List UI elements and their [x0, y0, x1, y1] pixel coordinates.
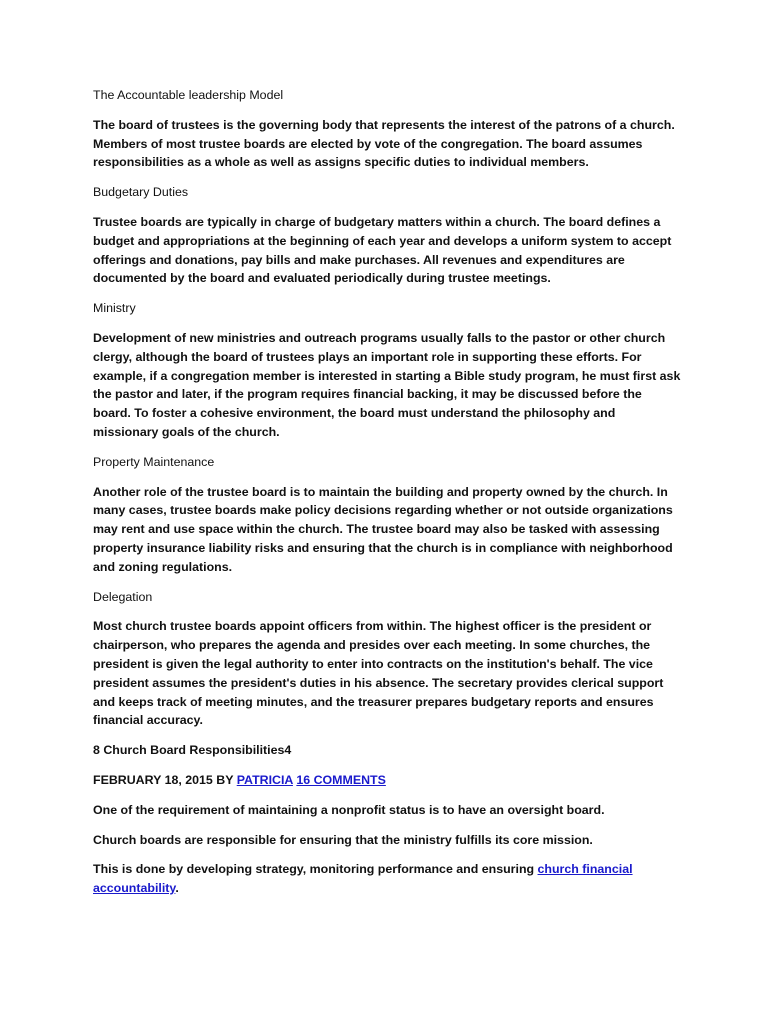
section-body-ministry: Development of new ministries and outreach programs usually falls to the pastor or other church clergy, although the board of trustees plays an important role in supporting these efforts. For example, if a congregation member is interested in starting a Bible study program, he must first ask the pastor and later, if the program requires financial backing, it may be discussed before the board. To foster a cohesive environment, the board must understand the philosophy and missionary goals of the church. [93, 330, 681, 439]
article-byline [93, 771, 683, 790]
byline-date: FEBRUARY 18, 2015 BY [93, 772, 237, 787]
article-paragraph-2: Church boards are responsible for ensuring that the ministry fulfills its core mission. [93, 832, 593, 847]
church-financial-accountability-link[interactable]: church financial accountability [93, 862, 633, 896]
section-body-delegation: Most church trustee boards appoint officers from within. The highest officer is the president or chairperson, who prepares the agenda and presides over each meeting. In some churches, the president is given the legal authority to enter into contracts on the institution's behalf. The vice president assumes the president's duties in his absence. The secretary provides clerical support and keeps track of meeting minutes, and the treasurer prepares budgetary reports and ensures financial accuracy. [93, 619, 664, 728]
article-title: 8 Church Board Responsibilities4 [93, 743, 292, 758]
comments-link[interactable]: 16 COMMENTS [296, 772, 386, 787]
article-paragraph-1: One of the requirement of maintaining a nonprofit status is to have an oversight board. [93, 802, 605, 817]
article-paragraph-3 [93, 860, 683, 898]
section-body-property-maintenance: Another role of the trustee board is to maintain the building and property owned by the church. In many cases, trustee boards make policy decisions regarding whether or not outside organizations may rent and use space within the church. The trustee board may also be tasked with assessing property insurance liability risks and ensuring that the church is in compliance with neighborhood and zoning regulations. [93, 484, 673, 574]
document-title: The Accountable leadership Model [93, 88, 284, 102]
section-heading-budgetary-duties: Budgetary Duties [93, 185, 189, 200]
intro-paragraph: The board of trustees is the governing body that represents the interest of the patrons of a church. Members of most trustee boards are elected by vote of the congregation. The board assumes responsibilities as a whole as well as assigns specific duties to individual members. [93, 117, 675, 170]
section-heading-property-maintenance: Property Maintenance [93, 454, 215, 469]
paragraph-3-text: This is done by developing strategy, monitoring performance and ensuring [93, 862, 538, 877]
document-page [93, 86, 683, 909]
section-body-budgetary-duties: Trustee boards are typically in charge of budgetary matters within a church. The board defines a budget and appropriations at the beginning of each year and develops a uniform system to accept offerings and donations, pay bills and make purchases. All revenues and expenditures are documented by the board and evaluated periodically during trustee meetings. [93, 214, 672, 286]
paragraph-3-end: . [175, 881, 179, 896]
section-heading-delegation: Delegation [93, 589, 153, 604]
author-link[interactable]: PATRICIA [236, 772, 293, 787]
section-heading-ministry: Ministry [93, 301, 136, 316]
